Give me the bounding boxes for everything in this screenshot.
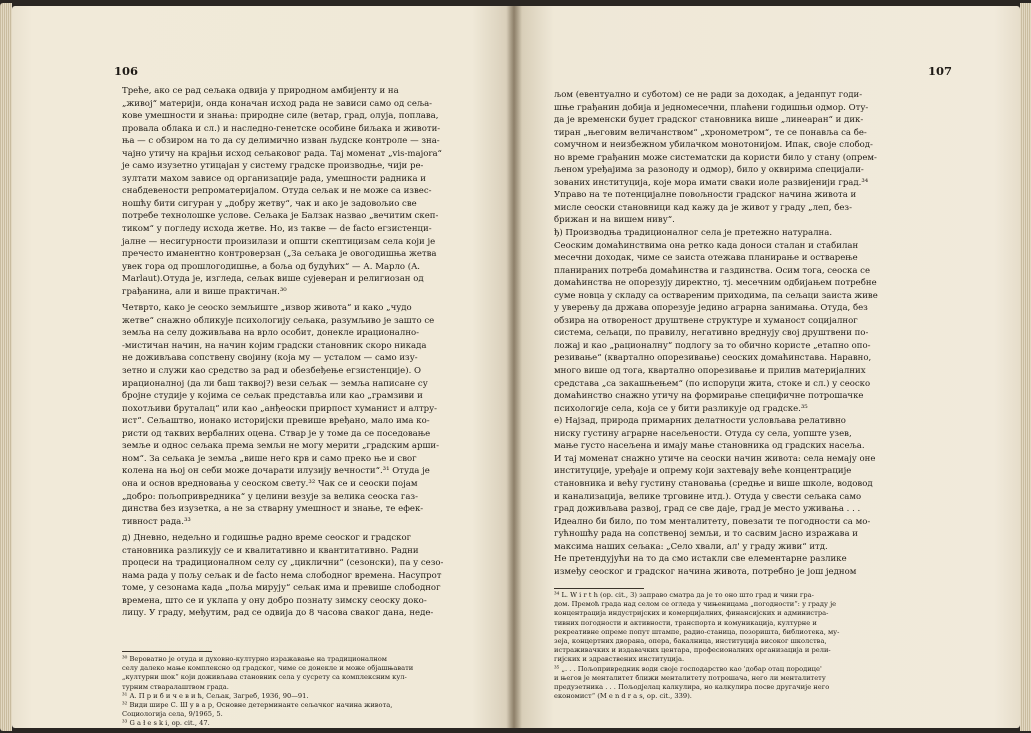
text-line: Четврто, како је сеоско земљиште „извор живота“ и како „чудо <box>122 303 412 314</box>
footnote-separator-left <box>122 651 212 652</box>
left-page <box>12 6 514 728</box>
text-line: мање густо насељена и имају мање становника од градских насеља. <box>554 441 865 452</box>
left-page-footnotes <box>122 655 502 728</box>
text-line: сомучном и неизбежном убилачком монотонијом. Ипак, своје слобод- <box>554 140 873 151</box>
text-line: љом (евентуално и суботом) се не ради за доходак, а једанпут годи- <box>554 90 863 100</box>
text-line: -мистичан начин, на начин којим градски становник скоро никада <box>122 340 427 351</box>
text-line: шње грађанин добија и једномесечни, плаћени годишњи одмор. Оту- <box>554 102 869 113</box>
footnote-line: дом. Премоћ града над селом се огледа у чињеницама „погодности“: у граду је <box>554 600 837 609</box>
text-line: месечни доходак, чиме се заиста отежава планирање и остварење <box>554 253 858 264</box>
footnote-separator-right <box>554 588 644 589</box>
text-line: ист“. Сељаштво, ионако историјски превише вређано, мало има ко- <box>122 416 430 427</box>
text-line: нама рада у пољу сељак и de facto нема слободног времена. Насупрот <box>122 570 442 581</box>
text-line: зованих институција, које мора имати сваки иоле развијенији град.³⁴ <box>554 177 869 188</box>
text-line: провала облака и сл.) и наследно-генетске особине биљака и животи- <box>122 123 441 134</box>
text-line: тиран „његовим величанством“ „хронометром“, те се понавља са бе- <box>554 127 867 138</box>
text-line: процеси на традиционалном селу су „циклични“ (сезонски), па у сезо- <box>122 558 444 569</box>
text-line: лицу. У граду, међутим, рад се одвија до 8 часова сваког дана, неде- <box>122 608 434 619</box>
text-line: зултати махом зависе од организације рада, умешности радника и <box>122 173 426 184</box>
text-line: гућношћу рада на сопственој земљи, и то сасвим јасно изражава и <box>554 529 858 540</box>
footnote-line: ³¹ А. П р и б и ч е в и ћ, Сељак, Загреб, 1936, 90—91. <box>122 691 309 700</box>
text-line: Не претендујући на то да смо истакли све елементарне разлике <box>554 554 847 565</box>
text-line: град доживљава развој, град се све даје, град је место уживања . . . <box>554 504 861 515</box>
text-line: зетно и служи као средство за рад и обезбеђење егзистенције). О <box>122 366 422 377</box>
page-edges-right <box>1020 3 1031 731</box>
text-line: да је временски буџет градског становника више „линеаран“ и дик- <box>554 115 864 126</box>
text-line: чајно утичу на крајњи исход сељаковог рада. Тај моменат „vis-majora“ <box>122 148 442 159</box>
text-line: не доживљава сопствену својину (која му — усталом — само изу- <box>122 353 418 364</box>
text-line: ња — с обзиром на то да су делимично изван људске контроле — зна- <box>122 136 440 147</box>
text-line: максима наших сељака: „Село хвали, ал' у граду живи“ итд. <box>554 541 828 552</box>
text-line: она и основ вредновања у сеоском свету.³² Чак се и сеоски појам <box>122 478 418 489</box>
text-line: ном“. За сељака је земља „више него крв и само преко ње и свог <box>122 453 417 464</box>
text-line: бројне студије у којима се сељак представља или као „грамзиви и <box>122 391 423 402</box>
book-gutter <box>506 6 522 728</box>
page-number-right: 107 <box>928 64 953 78</box>
text-line: јалне — несигурности произилази и општи скептицизам села који је <box>122 236 436 247</box>
text-line: пречесто иманентно контроверзан („За сељака је овогодишња жетва <box>122 249 437 260</box>
footnote-line: ³⁵ „. . . Пољопривредник води своје господарство као 'добар отац породице' <box>554 664 822 673</box>
text-line: много више од тога, квартално опорезивање и прилив материјалних <box>554 366 866 377</box>
text-line: И тај моменат снажно утиче на сеоски начин живота: села немају оне <box>554 453 876 464</box>
text-line: жетве“ снажно обликује психологију сељака, разумљиво је зашто се <box>122 315 435 326</box>
text-line: ирационалној (да ли баш таквој?) вези сељак — земља написане су <box>122 378 428 389</box>
text-line: „добро: пољопривредника“ у целини везује за велика сеоска газ- <box>122 491 418 502</box>
text-line: становника и већу густину становања (средње и више школе, водовод <box>554 478 873 489</box>
text-line: динства без изузетка, а не за стварну умешност и знање, те ефек- <box>122 504 424 515</box>
footnote-line: тивних погодности и активности, транспорта и комуникација, културне и <box>554 618 817 627</box>
footnote-line: предузетника . . . Пољодјелац калкулира, но калкулира посве другачије него <box>554 683 830 692</box>
text-line: је само изузетно утицајан у систему градске производње, чији ре- <box>122 161 424 172</box>
footnote-line: и његов је менталитет ближи менталитету потрошача, него ли менталитету <box>554 673 826 682</box>
text-line: снабдевености репроматеријалом. Отуда сељак и не може са извес- <box>122 186 432 197</box>
footnote-line: рекреативне опреме попут штампе, радио-станица, позоришта, библиотека, му- <box>554 627 840 636</box>
text-line: колена на њој он себи може дочарати илузију вечности“.³¹ Отуда је <box>122 466 430 477</box>
text-line: ношћу бити сигуран у „добру жетву“, чак и ако је задовољио све <box>122 198 417 209</box>
text-line: „живој“ материји, онда коначан исход рада не зависи само од сеља- <box>122 98 433 109</box>
page-edges-left <box>0 3 12 731</box>
text-line: мисле сеоски становници кад кажу да је живот у граду „леп, без- <box>554 202 852 213</box>
text-line: резивање“ (квартално опорезивање) сеоских домаћинстава. Наравно, <box>554 353 872 364</box>
text-line: Сеоским домаћинствима она ретко када доноси сталан и стабилан <box>554 240 859 251</box>
text-line: ђ) Производња традиционалног села је претежно натурална. <box>554 228 833 239</box>
text-line: ристи од таквих вербалних оцена. Ствар је у томе да се поседовање <box>122 428 431 439</box>
text-line: грађанина, али и више практичан.³⁰ <box>122 286 287 297</box>
text-line: кове умешности и знања: природне силе (ветар, град, олуја, поплава, <box>122 111 439 122</box>
footnote-line: зеја, концертних дворана, опера, бакалница, институција високог школства, <box>554 637 827 646</box>
text-line: времена, што се и уклапа у ону добро познату зимску сеоску доко- <box>122 595 427 606</box>
text-line: средстава „са закашњењем“ (по испоруци жита, стоке и сл.) у сеоско <box>554 378 871 389</box>
footnote-line: истраживачких и издавачких центара, професионалних организација и рели- <box>554 646 831 655</box>
text-line: између сеоског и градског начина живота, потребно је још једном <box>554 566 857 577</box>
text-line: д) Дневно, недељно и годишње радно време сеоског и градског <box>122 533 412 544</box>
text-line: и канализација, велике трговине итд.). Отуда у свести сељака само <box>554 491 862 502</box>
footnote-line: Социологија села, 9/1965, 5. <box>122 710 223 719</box>
footnote-line: селу далеко мање комплексно од градског, чиме се донекле и може објашњавати <box>122 664 414 673</box>
footnote-line: економист“ (M e n d r a s, op. cit., 339). <box>554 692 692 701</box>
right-page-footnotes <box>554 591 996 701</box>
footnote-line: ³³ G a ł e s k i, op. cit., 47. <box>122 719 210 728</box>
text-line: становника разликују се и квалитативно и квантитативно. Радни <box>122 545 419 556</box>
text-line: похотљиви бруталац“ или као „анђеоски прирпост хуманист и алтру- <box>122 403 438 414</box>
text-line: планираних потреба домаћинства и газдинства. Осим тога, сеоска се <box>554 265 871 276</box>
footnote-line: концентрација индустријских и комерцијалних, финансијских и администра- <box>554 609 829 618</box>
text-line: земље и однос сељака према земљи не могу мерити „градским арши- <box>122 441 440 452</box>
text-line: институције, уређаје и опрему који захтевају веће концентрације <box>554 466 852 477</box>
text-line: томе, у сезонама када „поља мирују“ сељак има и превише слободног <box>122 583 441 594</box>
text-line: ложај и као „рационалну“ подлогу за то обично користе „етапно опо- <box>554 340 871 351</box>
text-line: обзира на отвореност друштвене структуре и хуманост социјалног <box>554 315 858 326</box>
text-line: домаћинства не опорезују директно, тј. месечним одбијањем потребне <box>554 278 877 289</box>
footnote-line: турним стваралаштвом града. <box>122 682 229 691</box>
text-line: ниску густину аграрне насељености. Отуда су села, уопште узев, <box>554 428 852 439</box>
text-line: потребе технолошке услове. Сељака је Балзак назвао „вечитим скеп- <box>122 211 439 222</box>
text-line: Идеално би било, по том менталитету, повезати те погодности са мо- <box>554 516 871 527</box>
text-line: психологије села, која се у бити разликује од градске.³⁵ <box>554 403 808 414</box>
page-number-left: 106 <box>114 64 139 78</box>
text-line: но време грађанин може систематски да користи било у стану (опрем- <box>554 152 877 163</box>
footnote-line: ³² Види шире С. Ш у в а р, Основне детерминанте сељачког начина живота, <box>122 701 393 710</box>
text-line: тивност рада.³³ <box>122 516 191 527</box>
text-line: љеном уређајима за разоноду и одмор), било у оквирима специјали- <box>554 165 864 176</box>
text-line: система, сељаци, по правилу, негативно вреднују свој друштвени по- <box>554 328 869 339</box>
text-line: Треће, ако се рад сељака одвија у природном амбијенту и на <box>122 86 399 96</box>
text-line: у уверењу да држава опорезује једино аграрна занимања. Отуда, без <box>554 303 868 314</box>
text-line: е) Најзад, природа примарних делатности условљава релативно <box>554 416 846 427</box>
footnote-line: ³⁰ Вероватно је отуда и духовно-културно изражавање на традиционалном <box>122 655 387 663</box>
text-line: Marlaut).Отуда је, изгледа, сељак више сујеверан и религиозан од <box>122 274 424 285</box>
text-line: домаћинство снажно утичу на формирање специфичне потрошачке <box>554 391 864 402</box>
text-line: суме новца у складу са оствареним приходима, па сељаци заиста живе <box>554 290 878 301</box>
text-line: брижан и на вишем ниву“. <box>554 215 675 226</box>
right-page-body <box>554 89 996 578</box>
right-page <box>514 6 1020 728</box>
text-line: увек гора од прошлогодишње, а боља од будућих“ — А. Марло (A. <box>122 261 421 272</box>
text-line: тиком“ у погледу исхода жетве. Но, из такве — de facto егзистенци- <box>122 224 432 235</box>
left-page-body <box>122 85 502 620</box>
footnote-line: „културни шок“ који доживљава становник села у сусрету са комплексним кул- <box>122 673 407 682</box>
footnote-line: ³⁴ L. W i r t h (op. cit., 3) заправо сматра да је то оно што град и чини гра- <box>554 591 814 599</box>
text-line: Управо на те потенцијалне повољности градског начина живота и <box>554 190 857 201</box>
text-line: земља на селу доживљава на врло особит, донекле ирационално- <box>122 328 420 339</box>
footnote-line: гијских и здравствених институција. <box>554 655 685 664</box>
